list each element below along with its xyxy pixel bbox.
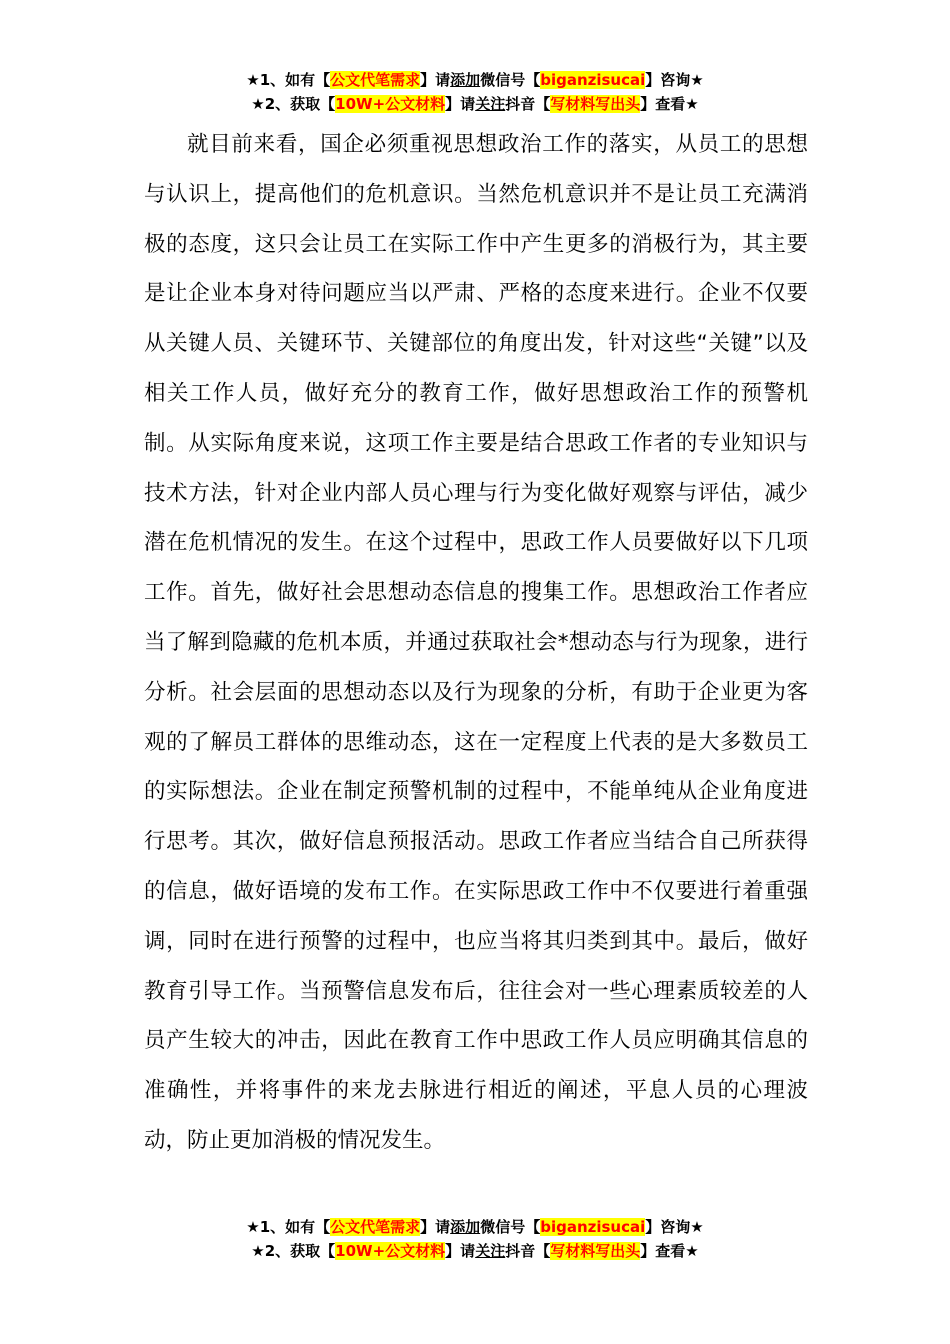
banner-text: 微信号【 (480, 71, 541, 89)
body-paragraph: 就目前来看，国企必须重视思想政治工作的落实，从员工的思想与认识上，提高他们的危机意识。当然危机意识并不是让员工充满消极的态度，这只会让员工在实际工作中产生更多的消极行为，其主要是让企业本身对待问题应当以严肃、严格的态度来进行。企业不仅要从关键人员、关键环节、关键部位的角度出发，针对这些“关键”以及相关工作人员，做好充分的教育工作，做好思想政治工作的预警机制。从实际角度来说，这项工作主要是结合思政工作者的专业知识与技术方法，针对企业内部人员心理与行为变化做好观察与评估，减少潜在危机情况的发生。在这个过程中，思政工作人员要做好以下几项工作。首先，做好社会思想动态信息的搜集工作。思想政治工作者应当了解到隐藏的危机本质，并通过获取社会*想动态与行为现象，进行分析。社会层面的思想动态以及行为现象的分析，有助于企业更为客观的了解员工群体的思维动态，这在一定程度上代表的是大多数员工的实际想法。企业在制定预警机制的过程中，不能单纯从企业角度进行思考。其次，做好信息预报活动。思政工作者应当结合自己所获得的信息，做好语境的发布工作。在实际思政工作中不仅要进行着重强调，同时在进行预警的过程中，也应当将其归类到其中。最后，做好教育引导工作。当预警信息发布后，往往会对一些心理素质较差的人员产生较大的冲击，因此在教育工作中思政工作人员应明确其信息的准确性，并将事件的来龙去脉进行相近的阐述，平息人员的心理波动，防止更加消极的情况发生。 (144, 132, 808, 1153)
star-icon: ★ (690, 71, 704, 89)
banner-text: 微信号【 (480, 1218, 541, 1236)
banner-line-1 (0, 68, 950, 92)
highlight-douyin-account: 写材料写出头 (550, 1242, 641, 1260)
banner-text: 】咨询 (645, 71, 691, 89)
star-icon: ★ (690, 1218, 704, 1236)
underlined-text: 添加 (450, 1218, 481, 1236)
header-banner (0, 68, 950, 116)
banner-text: 】请 (420, 1218, 451, 1236)
banner-text: 】咨询 (645, 1218, 691, 1236)
star-icon: ★ (685, 1242, 699, 1260)
highlight-materials: 10W+公文材料 (335, 95, 446, 113)
highlight-wechat-id: biganzisucai (540, 71, 646, 89)
banner-text: 抖音【 (505, 95, 551, 113)
banner-text: 】查看 (640, 95, 686, 113)
banner-text: 】请 (420, 71, 451, 89)
star-icon: ★ (685, 95, 699, 113)
banner-text: 2、获取【 (264, 95, 336, 113)
banner-text: 1、如有【 (259, 1218, 331, 1236)
highlight-service: 公文代笔需求 (330, 1218, 421, 1236)
star-icon: ★ (251, 95, 265, 113)
underlined-text: 关注 (475, 1242, 506, 1260)
underlined-text: 添加 (450, 71, 481, 89)
banner-line-2 (0, 1239, 950, 1263)
banner-text: 】请 (445, 95, 476, 113)
star-icon: ★ (251, 1242, 265, 1260)
highlight-service: 公文代笔需求 (330, 71, 421, 89)
star-icon: ★ (246, 1218, 260, 1236)
banner-line-1 (0, 1215, 950, 1239)
banner-text: 2、获取【 (264, 1242, 336, 1260)
highlight-wechat-id: biganzisucai (540, 1218, 646, 1236)
underlined-text: 关注 (475, 95, 506, 113)
highlight-douyin-account: 写材料写出头 (550, 95, 641, 113)
banner-text: 】请 (445, 1242, 476, 1260)
banner-text: 】查看 (640, 1242, 686, 1260)
banner-line-2 (0, 92, 950, 116)
footer-banner (0, 1215, 950, 1263)
banner-text: 抖音【 (505, 1242, 551, 1260)
banner-text: 1、如有【 (259, 71, 331, 89)
star-icon: ★ (246, 71, 260, 89)
highlight-materials: 10W+公文材料 (335, 1242, 446, 1260)
